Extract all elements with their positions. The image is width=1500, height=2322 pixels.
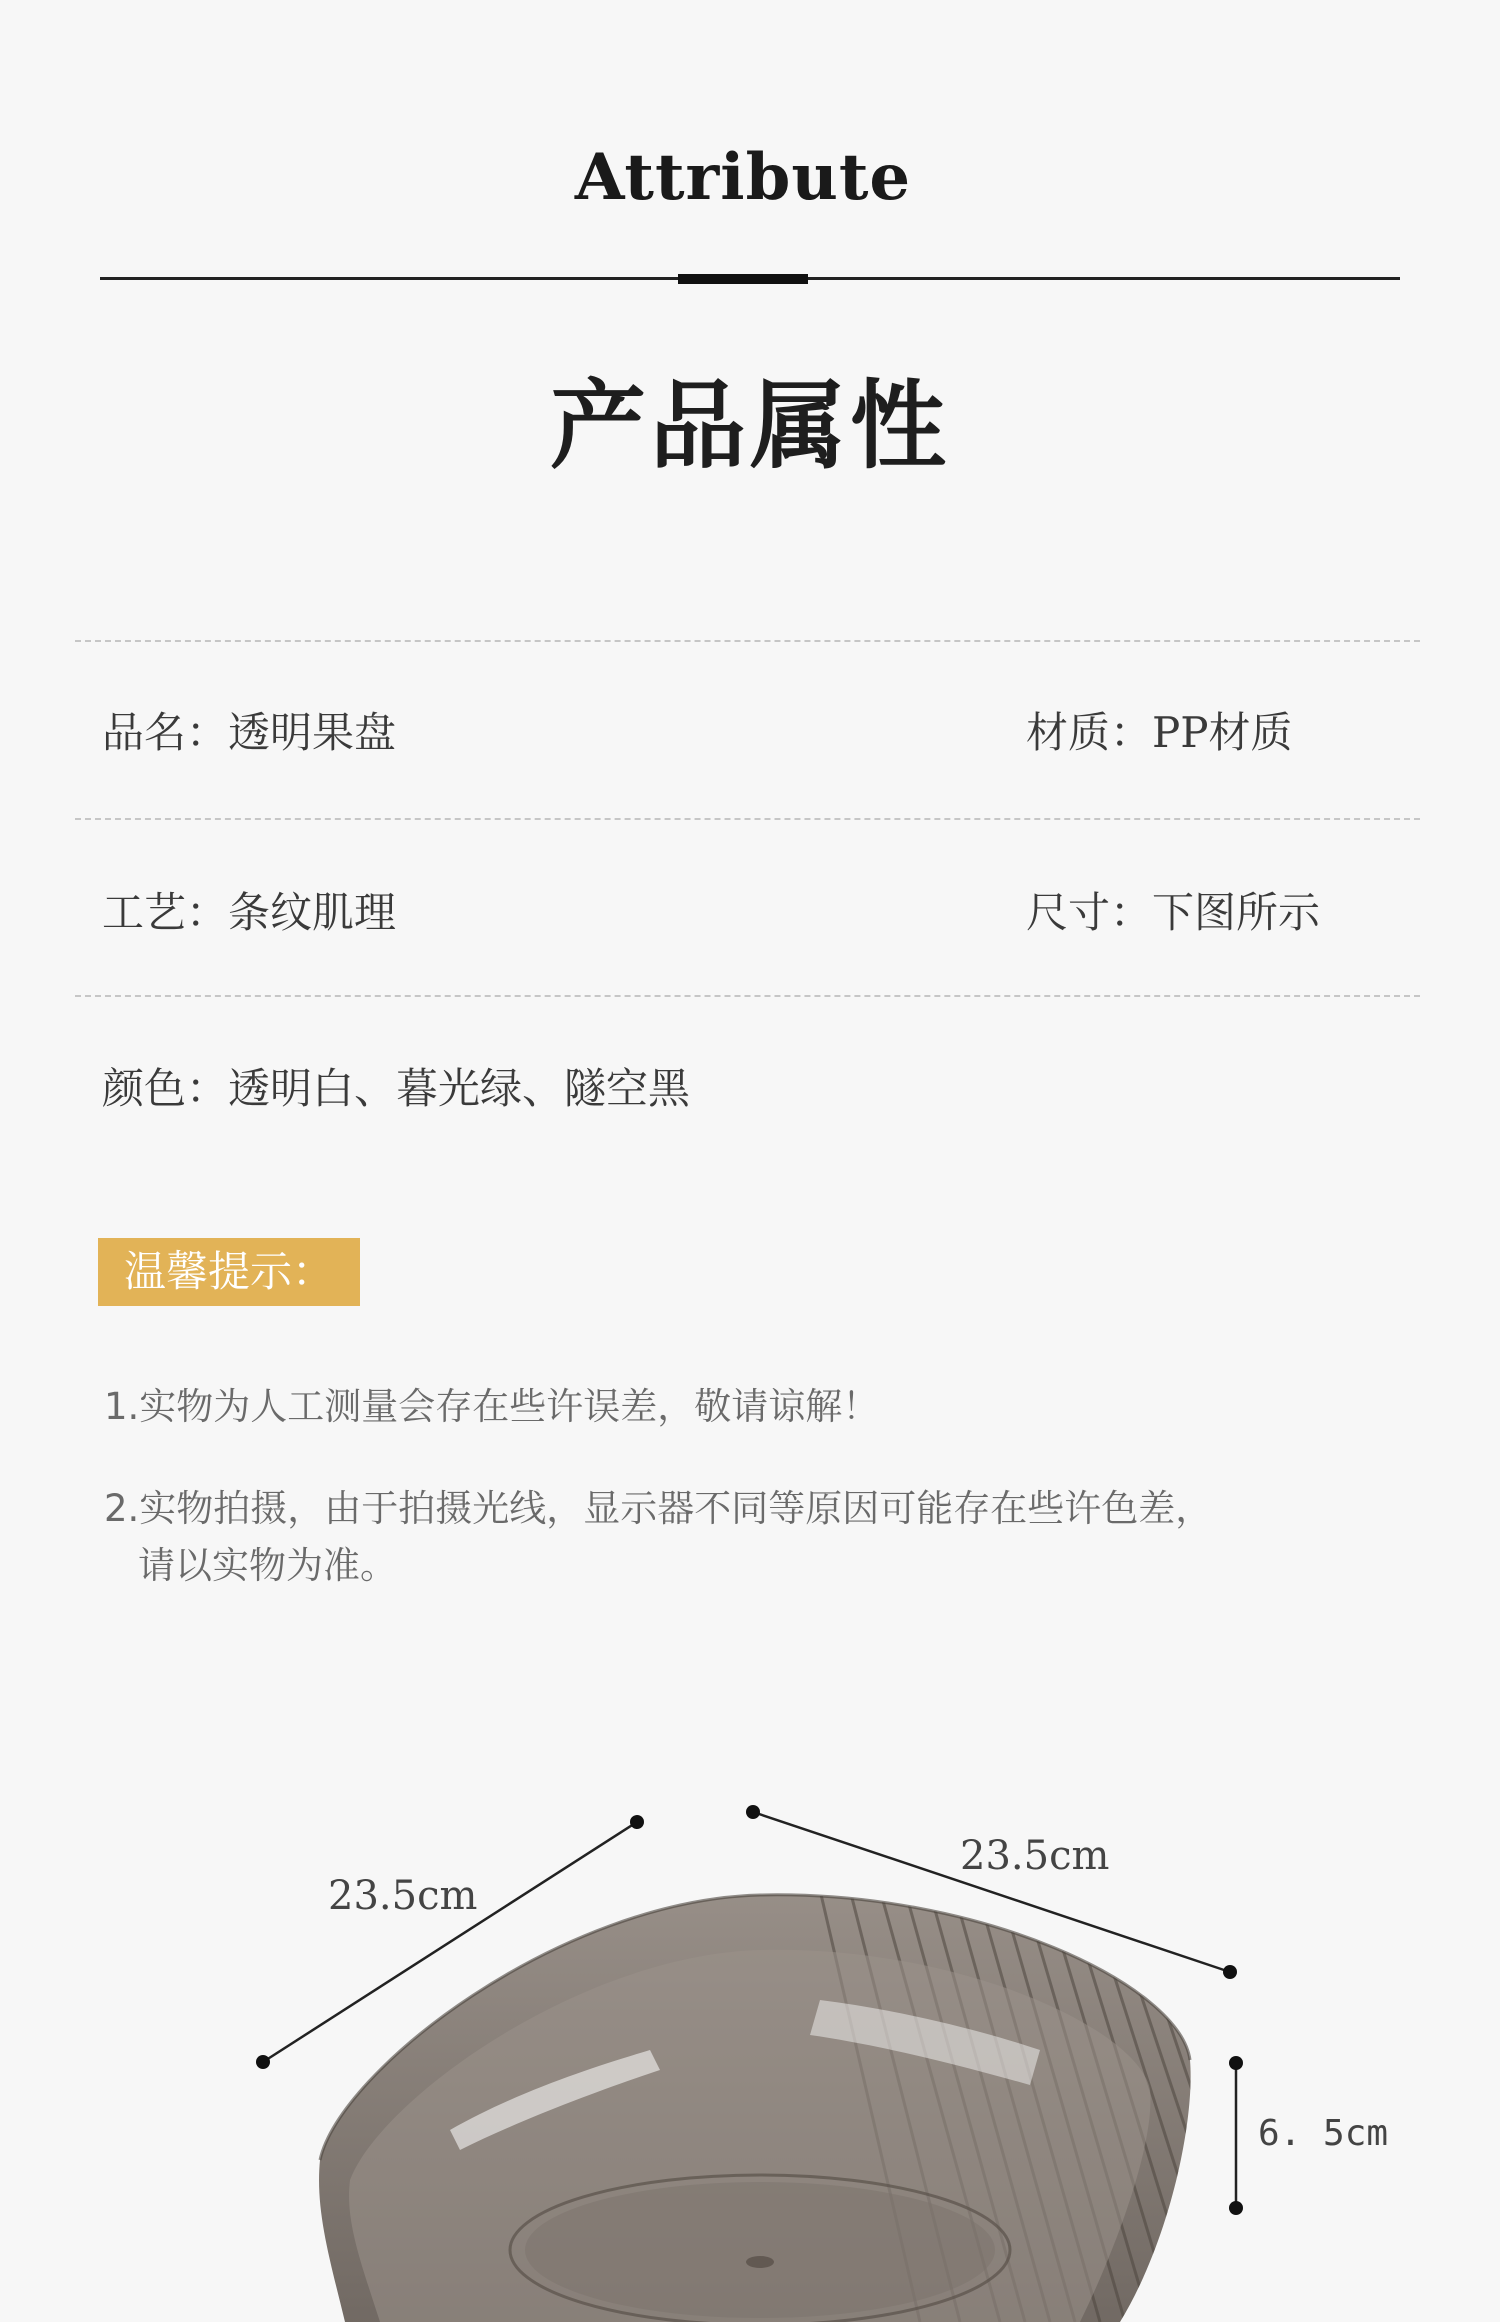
dimension-label-right: 23.5cm [960, 1833, 1110, 1879]
row-divider [75, 995, 1420, 997]
tips-badge: 温馨提示： [98, 1238, 360, 1306]
attr-color: 颜色：透明白、暮光绿、隧空黑 [102, 1064, 691, 1113]
attr-craft: 工艺：条纹肌理 [102, 888, 397, 937]
tip-note-2: 2.实物拍摄，由于拍摄光线，显示器不同等原因可能存在些许色差， [104, 1487, 1213, 1530]
tip-note-1: 1.实物为人工测量会存在些许误差，敬请谅解！ [104, 1385, 880, 1428]
dimension-label-left: 23.5cm [328, 1873, 478, 1919]
attr-material: 材质：PP材质 [1026, 708, 1293, 757]
row-divider [75, 640, 1420, 642]
dimension-label-height: 6. 5cm [1258, 2113, 1389, 2154]
tip-note-2-continued: 请以实物为准。 [138, 1544, 397, 1587]
attr-product-name: 品名：透明果盘 [102, 708, 397, 757]
attr-size: 尺寸：下图所示 [1026, 888, 1321, 937]
bowl-image [319, 1890, 1270, 2322]
title-english: Attribute [574, 140, 912, 215]
row-divider [75, 818, 1420, 820]
dimension-line-height [1229, 2056, 1243, 2215]
product-bowl-diagram [0, 1740, 1500, 2322]
title-chinese: 产品属性 [550, 370, 950, 482]
title-divider-accent [678, 274, 808, 284]
